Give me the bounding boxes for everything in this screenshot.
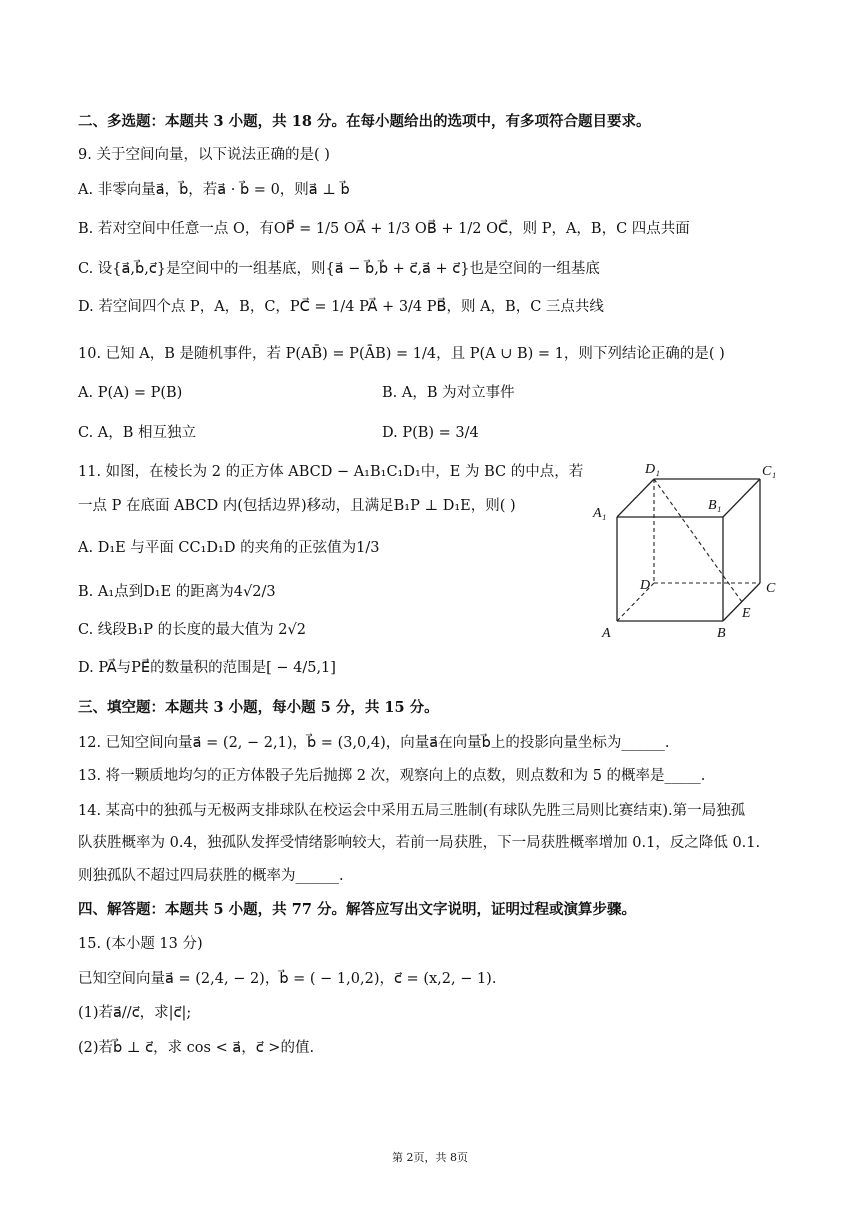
section-heading-fill-in: 三、填空题：本题共 3 小题，每小题 5 分，共 15 分。 [78,699,439,716]
question-10-option-a: A. P(A) = P(B) [78,385,183,401]
question-11-option-a: A. D₁E 与平面 CC₁D₁D 的夹角的正弦值为1/3 [78,540,380,556]
question-11-option-c: C. 线段B₁P 的长度的最大值为 2√2 [78,622,306,638]
question-14-line-1: 14. 某高中的独孤与无极两支排球队在校运会中采用五局三胜制(有球队先胜三局则比赛结束).第一局独孤 [78,803,746,819]
question-11-stem-line-2: 一点 P 在底面 ABCD 内(包括边界)移动，且满足B₁P ⊥ D₁E，则( ) [78,498,516,514]
label-b: B [717,626,726,641]
label-a: A [602,626,611,641]
question-9-stem: 9. 关于空间向量，以下说法正确的是( ) [78,147,330,163]
question-14-line-2: 队获胜概率为 0.4，独孤队发挥受情绪影响较大，若前一局获胜，下一局获胜概率增加 0.1，反之降低 0.1. [78,835,761,851]
question-15-given: 已知空间向量a⃗ = (2,4, − 2)，b⃗ = ( − 1,0,2)，c⃗ = (x,2, − 1). [78,971,497,987]
section-heading-solutions: 四、解答题：本题共 5 小题，共 77 分。解答应写出文字说明，证明过程或演算步骤。 [78,901,636,918]
label-d1: D₁ [645,462,660,477]
question-9-option-b: B. 若对空间中任意一点 O，有OP⃗ = 1/5 OA⃗ + 1/3 OB⃗ + 1/2 OC⃗，则 P，A，B，C 四点共面 [78,221,690,237]
section-heading-multiple-choice: 二、多选题：本题共 3 小题，共 18 分。在每小题给出的选项中，有多项符合题目要求。 [78,113,651,130]
page-footer: 第 2页，共 8页 [392,1151,468,1164]
label-e: E [742,606,751,621]
label-d: D [640,578,651,593]
question-15-header: 15. (本小题 13 分) [78,936,203,952]
question-9-option-d: D. 若空间四个点 P，A，B，C，PC⃗ = 1/4 PA⃗ + 3/4 PB⃗，则 A，B，C 三点共线 [78,299,604,315]
label-c1: C₁ [762,464,777,479]
question-10-option-d: D. P(B) = 3/4 [382,425,479,441]
label-c: C [766,581,776,596]
label-b1: B₁ [708,498,722,513]
question-13: 13. 将一颗质地均匀的正方体骰子先后抛掷 2 次，观察向上的点数，则点数和为 5 的概率是_____. [78,768,706,784]
question-10-option-b: B. A，B 为对立事件 [382,385,515,401]
question-15-part-1: (1)若a⃗//c⃗，求|c⃗|; [78,1005,192,1021]
question-11-option-b: B. A₁点到D₁E 的距离为4√2/3 [78,584,276,600]
question-9-option-a: A. 非零向量a⃗，b⃗，若a⃗ · b⃗ = 0，则a⃗ ⊥ b⃗ [78,182,350,198]
question-14-line-3: 则独孤队不超过四局获胜的概率为______. [78,868,344,884]
cube-figure [590,455,790,645]
question-11-option-d: D. PA⃗与PE⃗的数量积的范围是[ − 4/5,1] [78,660,336,676]
question-12: 12. 已知空间向量a⃗ = (2, − 2,1)，b⃗ = (3,0,4)，向量a⃗在向量b⃗上的投影向量坐标为______. [78,735,670,751]
question-10-option-c: C. A，B 相互独立 [78,425,197,441]
question-15-part-2: (2)若b⃗ ⊥ c⃗，求 cos < a⃗，c⃗ >的值. [78,1040,315,1056]
question-11-stem-line-1: 11. 如图，在棱长为 2 的正方体 ABCD − A₁B₁C₁D₁中，E 为 BC 的中点，若 [78,464,584,480]
question-9-option-c: C. 设{a⃗,b⃗,c⃗}是空间中的一组基底，则{a⃗ − b⃗,b⃗ + c⃗,a⃗ + c⃗}也是空间的一组基底 [78,261,600,277]
question-10-stem: 10. 已知 A，B 是随机事件，若 P(AB̄) = P(ĀB) = 1/4，且 P(A ∪ B) = 1，则下列结论正确的是( ) [78,346,725,362]
label-a1: A₁ [593,506,607,521]
